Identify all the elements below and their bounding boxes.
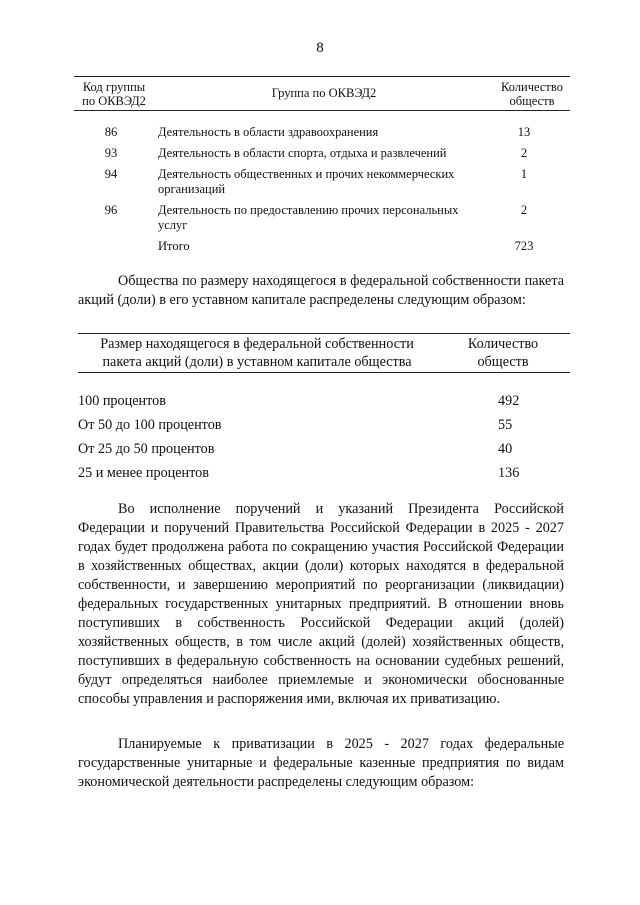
stake-table-header [78, 333, 570, 373]
row-code [74, 239, 148, 254]
okved-table-header [74, 76, 570, 111]
header-stake-count [436, 335, 570, 371]
table-row [74, 125, 570, 140]
table-row [74, 203, 570, 233]
table-row [74, 167, 570, 197]
row-count: 492 [498, 393, 520, 409]
header-stake-count-line1: Количество [467, 336, 539, 352]
row-count: 136 [498, 465, 520, 481]
header-stake-size [78, 335, 436, 371]
header-stake-line1: Размер находящегося в федеральной собственности [100, 336, 414, 352]
paragraph-distribution-intro: Общества по размеру находящегося в федеральной собственности пакета акций (доли) в его уставном капитале распределены следующим образом: [78, 273, 564, 308]
row-name: Деятельность по предоставлению прочих персональных услуг [158, 203, 459, 232]
stake-size-table [78, 333, 570, 485]
row-count: 1 [520, 167, 528, 181]
okved-table-body [74, 125, 570, 254]
row-name: Итого [158, 239, 190, 253]
row-code: 93 [104, 146, 118, 160]
row-name: Деятельность общественных и прочих некоммерческих организаций [158, 167, 455, 196]
row-count: 13 [517, 125, 531, 139]
stake-table-body [78, 389, 570, 485]
row-count: 723 [514, 239, 534, 253]
row-count: 55 [498, 417, 513, 433]
header-code [74, 80, 154, 108]
paragraph-planned-privatization: Планируемые к приватизации в 2025 - 2027 годах федеральные государственные унитарные и федеральные казенные предприятия по видам экономической деятельности распределены следующим образом: [78, 736, 564, 790]
page-number: 8 [316, 40, 324, 56]
row-label: 100 процентов [78, 393, 166, 409]
row-code: 94 [104, 167, 118, 181]
row-name: Деятельность в области спорта, отдыха и развлечений [158, 146, 447, 160]
header-count [494, 80, 570, 108]
row-label: 25 и менее процентов [78, 465, 209, 481]
paragraph-privatization-work: Во исполнение поручений и указаний Президента Российской Федерации и поручений Правительства Российской Федерации в 2025 - 2027 годах будет продолжена работа по сокращению участия Российской Федерации в хозяйственных обществах, акции (доли) которых находятся в федеральной собственности, и завершению мероприятий по реорганизации (ликвидации) федеральных государственных унитарных предприятий. В отношении вновь поступивших в собственность Российской Федерации акций (долей) хозяйственных обществ, в том числе акций (долей) хозяйственных обществ, поступивших в федеральную собственность на основании судебных решений, будут определяться наиболее приемлемые и экономически обоснованные способы управления и распоряжения ими, включая их приватизацию. [78, 501, 564, 707]
table-row [78, 461, 570, 485]
row-code: 86 [104, 125, 118, 139]
row-count: 2 [520, 203, 528, 217]
row-code: 96 [104, 203, 118, 217]
row-count: 40 [498, 441, 513, 457]
header-stake-count-line2: обществ [477, 354, 529, 370]
okved-groups-table [74, 76, 570, 260]
table-row [74, 146, 570, 161]
row-name: Деятельность в области здравоохранения [158, 125, 379, 139]
header-group: Группа по ОКВЭД2 [271, 86, 377, 100]
header-count-line2: обществ [509, 93, 555, 108]
header-count-line1: Количество [501, 79, 563, 94]
table-row-total [74, 239, 570, 254]
row-label: От 50 до 100 процентов [78, 417, 222, 433]
table-row [78, 437, 570, 461]
row-count: 2 [520, 146, 528, 160]
table-row [78, 389, 570, 413]
header-code-line2: по ОКВЭД2 [82, 93, 146, 108]
header-code-line1: Код группы [82, 79, 146, 94]
table-row [78, 413, 570, 437]
header-stake-line2: пакета акций (доли) в уставном капитале общества [102, 354, 412, 370]
row-label: От 25 до 50 процентов [78, 441, 215, 457]
